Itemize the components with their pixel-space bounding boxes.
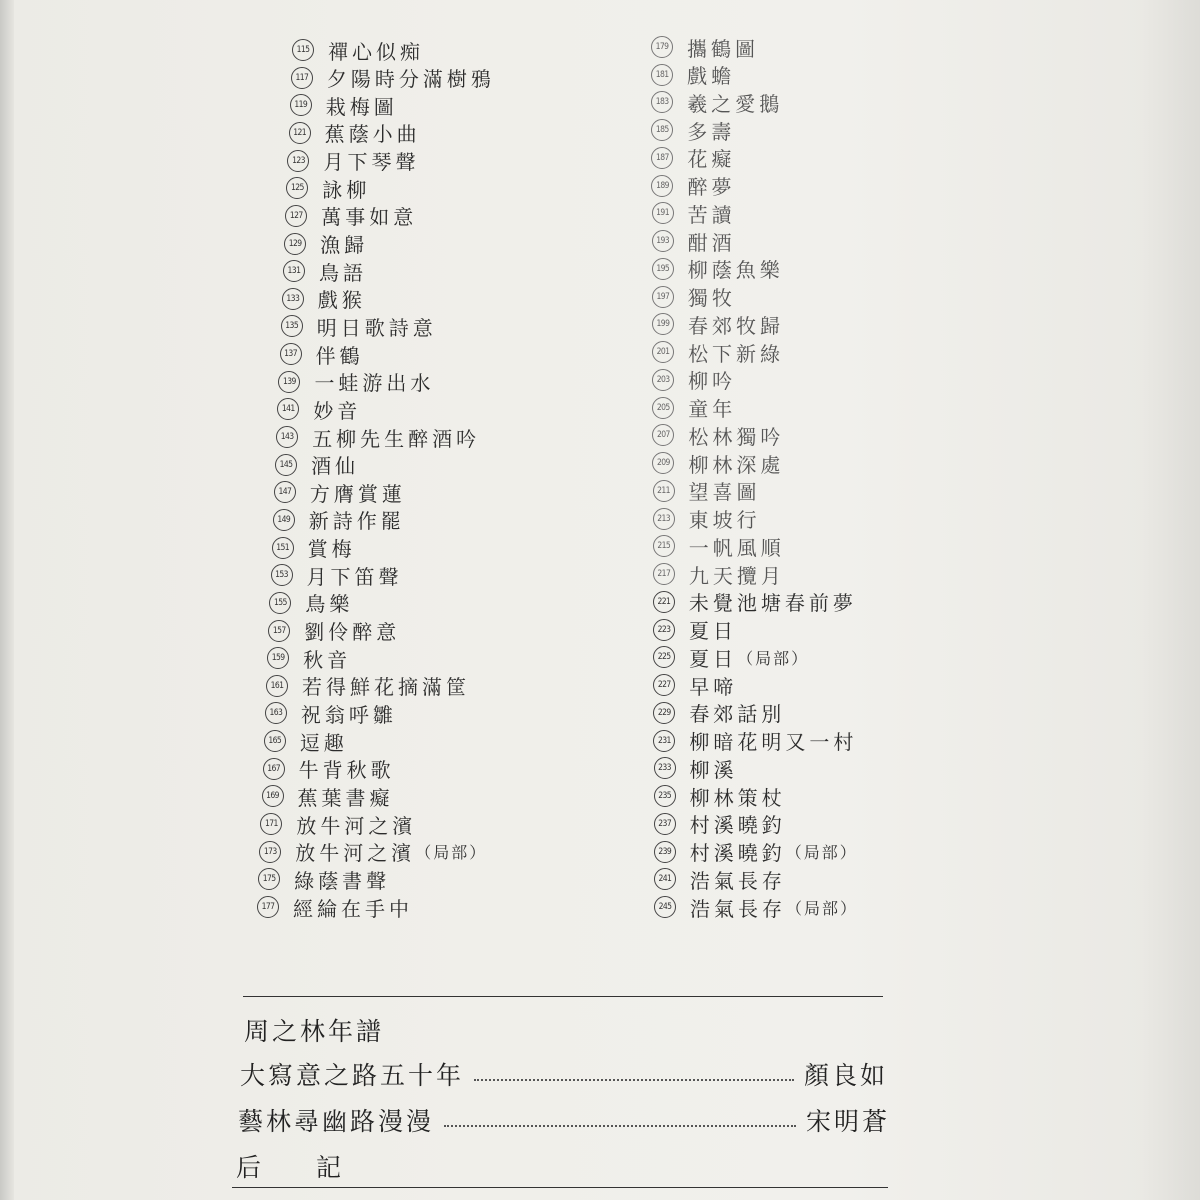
- artwork-title: 鳥樂: [305, 592, 354, 617]
- page-number-badge: 201: [652, 341, 674, 363]
- page-number-badge: 191: [652, 202, 674, 224]
- index-entry: [653, 671, 737, 699]
- page-number-badge: 139: [278, 371, 300, 393]
- page-number-badge: 225: [653, 646, 675, 668]
- page-number-badge: 145: [275, 454, 297, 476]
- artwork-title: 羲之愛鵝: [687, 91, 784, 116]
- page-number-badge: 135: [281, 315, 303, 337]
- artwork-title: 一蛙游出水: [314, 371, 435, 396]
- index-entry: [652, 394, 736, 422]
- index-entry: [653, 616, 737, 644]
- artwork-title: 祝翁呼雛: [300, 702, 397, 727]
- page-number-badge: 153: [271, 564, 293, 586]
- page-number-badge: 195: [652, 258, 674, 280]
- page-number-badge: 141: [277, 398, 299, 420]
- page-number-badge: 239: [654, 841, 676, 863]
- index-entry: [653, 643, 809, 671]
- artwork-title: 九天攬月: [688, 563, 785, 588]
- page-number-badge: 215: [653, 535, 675, 557]
- artwork-title: 戲猴: [317, 288, 366, 313]
- page-number-badge: 171: [260, 813, 282, 835]
- page-number-badge: 125: [286, 177, 308, 199]
- essay-row-2: [238, 1102, 890, 1138]
- artwork-title: 月下琴聲: [323, 150, 420, 175]
- artwork-title: 柳蔭魚樂: [687, 258, 784, 283]
- essay-title: 大寫意之路五十年: [240, 1061, 465, 1090]
- artwork-title: 妙音: [313, 398, 362, 423]
- index-entry: [653, 588, 857, 616]
- artwork-title: 夕陽時分滿樹鴉: [326, 67, 495, 92]
- page-number-badge: 187: [651, 147, 673, 169]
- index-entry: [654, 782, 786, 810]
- index-entry: [651, 144, 735, 172]
- artwork-title: 蕉蔭小曲: [324, 122, 421, 147]
- artwork-title: 柳溪: [689, 757, 738, 782]
- page-number-badge: 231: [653, 730, 675, 752]
- page-number-badge: 123: [287, 150, 309, 172]
- detail-note: （局部）: [737, 648, 810, 668]
- page-number-badge: 245: [654, 896, 676, 918]
- essay-row-1: [240, 1056, 888, 1092]
- artwork-title: 早啼: [689, 674, 738, 699]
- artwork-title: 酒仙: [311, 454, 360, 479]
- index-entry: [652, 338, 784, 366]
- index-entry: [651, 33, 759, 61]
- page-number-badge: 227: [653, 674, 675, 696]
- page-number-badge: 147: [274, 481, 296, 503]
- page-number-badge: 177: [257, 896, 279, 918]
- index-entry: [653, 560, 785, 588]
- index-entry: [653, 505, 761, 533]
- artwork-title: 鳥語: [318, 260, 367, 285]
- page-number-badge: 137: [280, 343, 302, 365]
- dot-leader: [474, 1079, 794, 1081]
- page-number-badge: 223: [653, 619, 675, 641]
- index-entry: [654, 810, 786, 838]
- afterword-char-1: 后: [236, 1153, 265, 1182]
- divider-rule-bottom: [232, 1187, 888, 1188]
- page-number-badge: 129: [284, 233, 306, 255]
- index-entry: [654, 754, 738, 782]
- page-number-badge: 115: [292, 39, 314, 61]
- page-number-badge: 199: [652, 313, 674, 335]
- afterword-row: [236, 1148, 344, 1184]
- afterword-char-2: 記: [316, 1153, 345, 1182]
- artwork-title: 童年: [688, 397, 737, 422]
- page-number-badge: 117: [291, 67, 313, 89]
- page-number-badge: 235: [654, 785, 676, 807]
- artwork-title: 若得鮮花摘滿筐: [302, 675, 471, 700]
- artwork-title: 花癡: [687, 147, 736, 172]
- artwork-title: 望喜圖: [688, 480, 761, 505]
- artwork-title: 劉伶醉意: [304, 620, 401, 645]
- page-number-badge: 213: [653, 508, 675, 530]
- artwork-title: 夏日: [689, 646, 738, 671]
- page-number-badge: 119: [290, 94, 312, 116]
- artwork-title: 明日歌詩意: [316, 315, 437, 340]
- page-number-badge: 233: [654, 757, 676, 779]
- artwork-title: 柳林深處: [688, 452, 785, 477]
- artwork-title: 新詩作罷: [308, 509, 405, 534]
- page-number-badge: 159: [267, 647, 289, 669]
- index-entry: [653, 532, 785, 560]
- artwork-title: 春郊牧歸: [687, 313, 784, 338]
- artwork-title: 栽梅圖: [325, 94, 398, 119]
- page-number-badge: 217: [653, 563, 675, 585]
- page-number-badge: 179: [651, 36, 673, 58]
- page-number-badge: 207: [652, 424, 674, 446]
- page-number-badge: 229: [653, 702, 675, 724]
- page-number-badge: 193: [652, 230, 674, 252]
- artwork-title: 夏日: [689, 619, 738, 644]
- artwork-title: 多壽: [687, 119, 736, 144]
- index-entry: [652, 283, 736, 311]
- page-number-badge: 173: [259, 841, 281, 863]
- artwork-title: 柳吟: [688, 369, 737, 394]
- artwork-title: 未覺池塘春前夢: [688, 591, 857, 616]
- index-entry: [654, 865, 786, 893]
- artwork-title: 醉夢: [687, 175, 736, 200]
- index-entry: [652, 449, 784, 477]
- artwork-title: 方膺賞蓮: [309, 481, 406, 506]
- essay-author: 宋明蒼: [805, 1107, 890, 1136]
- artwork-title: 逗趣: [299, 730, 348, 755]
- artwork-title: 經綸在手中: [293, 896, 413, 921]
- artwork-title: 浩氣長存: [689, 868, 786, 893]
- index-entry: [653, 727, 857, 755]
- page-number-badge: 165: [264, 730, 286, 752]
- page-number-badge: 131: [283, 260, 305, 282]
- artwork-title: 蕉葉書癡: [297, 785, 394, 810]
- page-number-badge: 155: [269, 592, 291, 614]
- artwork-title: 放牛河之濱: [295, 841, 416, 866]
- artwork-title: 萬事如意: [321, 205, 418, 230]
- artwork-title: 攜鶴圖: [687, 36, 759, 61]
- artwork-title: 村溪曉釣: [689, 813, 786, 838]
- artwork-title: 東坡行: [688, 508, 761, 533]
- page-number-badge: 185: [651, 119, 673, 141]
- index-entry: [652, 366, 736, 394]
- index-entry: [654, 893, 858, 921]
- index-entry: [654, 838, 858, 866]
- page-number-badge: 237: [654, 813, 676, 835]
- artwork-title: 月下笛聲: [306, 564, 403, 589]
- dot-leader: [444, 1125, 796, 1127]
- artwork-title: 松下新綠: [688, 341, 785, 366]
- page-number-badge: 169: [262, 785, 284, 807]
- index-entry: [652, 255, 784, 283]
- index-entry: [651, 116, 735, 144]
- page-number-badge: 205: [652, 397, 674, 419]
- artwork-title: 詠柳: [322, 177, 371, 202]
- index-entry: [653, 699, 785, 727]
- artwork-title: 漁歸: [320, 233, 369, 258]
- page-number-badge: 175: [258, 868, 280, 890]
- chronology-title: 周之林年譜: [244, 1017, 385, 1046]
- artwork-title: 伴鶴: [315, 343, 364, 368]
- page-number-badge: 133: [282, 288, 304, 310]
- artwork-title: 戲蟾: [687, 64, 736, 89]
- page-number-badge: 189: [651, 175, 673, 197]
- page-number-badge: 203: [652, 369, 674, 391]
- divider-rule-top: [243, 996, 883, 997]
- artwork-title: 苦讀: [687, 202, 736, 227]
- page-number-badge: 161: [266, 675, 288, 697]
- artwork-title: 綠蔭書聲: [294, 868, 391, 893]
- detail-note: （局部）: [785, 843, 858, 863]
- index-entry: [651, 172, 735, 200]
- artwork-title: 獨牧: [687, 286, 736, 311]
- index-entry: [652, 227, 736, 255]
- index-entry: [651, 88, 783, 116]
- page-number-badge: 181: [651, 64, 673, 86]
- page-number-badge: 157: [268, 620, 290, 642]
- index-entry: [651, 61, 735, 89]
- page-number-badge: 149: [273, 509, 295, 531]
- page-number-badge: 121: [289, 122, 311, 144]
- index-entry: [652, 310, 784, 338]
- artwork-title: 五柳先生醉酒吟: [312, 426, 481, 451]
- artwork-title: 賞梅: [307, 537, 356, 562]
- essay-author: 顏良如: [803, 1061, 888, 1090]
- page-number-badge: 183: [651, 91, 673, 113]
- page-number-badge: 241: [654, 868, 676, 890]
- artwork-title: 浩氣長存: [690, 896, 786, 921]
- index-entry: [652, 421, 784, 449]
- page-number-badge: 211: [653, 480, 675, 502]
- artwork-title: 牛背秋歌: [298, 758, 395, 783]
- artwork-title: 春郊話別: [689, 702, 786, 727]
- artwork-title: 村溪曉釣: [689, 841, 786, 866]
- artwork-title: 放牛河之濱: [296, 813, 417, 838]
- index-entry: [652, 199, 736, 227]
- page-number-badge: 209: [652, 452, 674, 474]
- page-number-badge: 127: [285, 205, 307, 227]
- artwork-title: 松林獨吟: [688, 424, 785, 449]
- detail-note: （局部）: [786, 898, 859, 918]
- page-number-badge: 167: [263, 758, 285, 780]
- artwork-title: 秋音: [303, 647, 352, 672]
- page-number-badge: 151: [272, 537, 294, 559]
- artwork-title: 柳暗花明又一村: [689, 730, 858, 755]
- artwork-title: 禪心似痴: [328, 39, 424, 64]
- page-number-badge: 143: [276, 426, 298, 448]
- index-entry: [653, 477, 761, 505]
- page-number-badge: 163: [265, 702, 287, 724]
- page-number-badge: 197: [652, 286, 674, 308]
- detail-note: （局部）: [415, 843, 488, 863]
- artwork-title: 一帆風順: [688, 535, 785, 560]
- artwork-title: 柳林策杖: [689, 785, 786, 810]
- essay-title: 藝林尋幽路漫漫: [238, 1107, 435, 1136]
- page-number-badge: 221: [653, 591, 675, 613]
- artwork-title: 酣酒: [687, 230, 736, 255]
